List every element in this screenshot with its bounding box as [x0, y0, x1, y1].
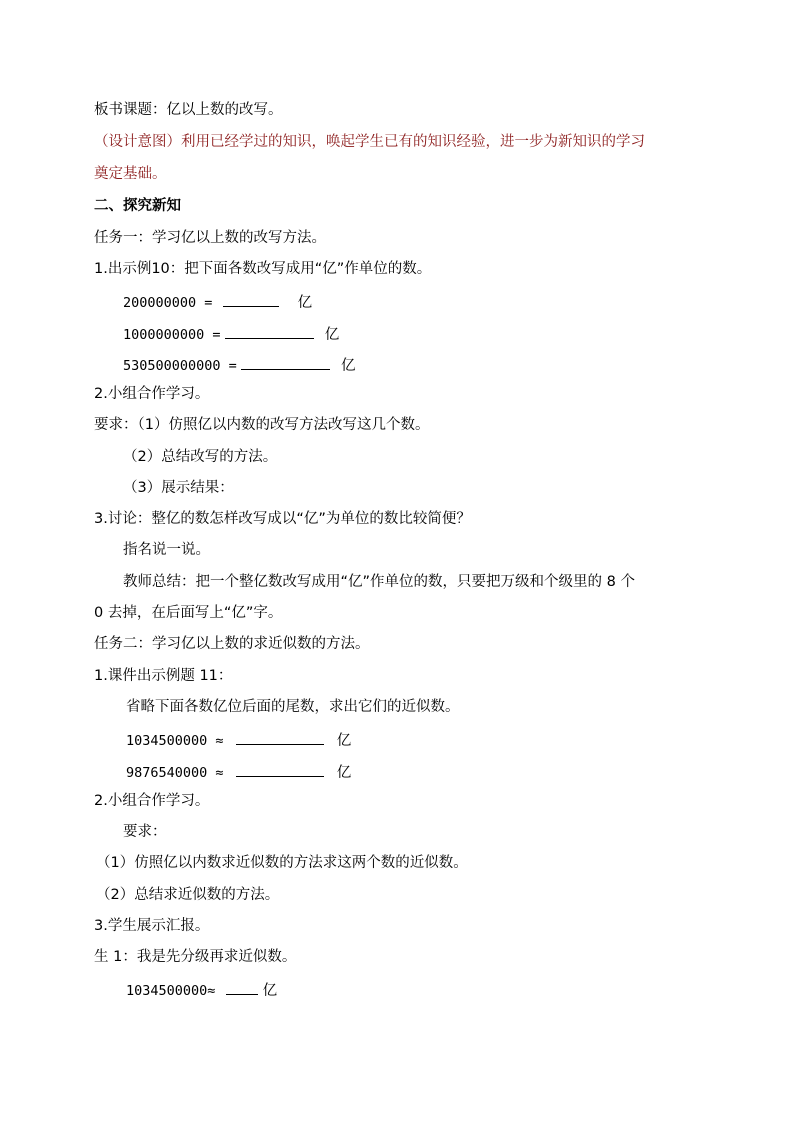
teacher-summary-line-2: 0 去掉，在后面写上“亿”字。 — [94, 605, 283, 621]
approx-row — [126, 728, 351, 751]
unit-label: 亿 — [324, 327, 340, 343]
group-study-2: 2.小组合作学习。 — [94, 793, 210, 809]
answer-blank[interactable] — [223, 290, 279, 307]
exercise-number: 1000000000 = — [123, 327, 221, 343]
exercise-row — [123, 290, 312, 313]
design-intent-line-2: 奠定基础。 — [94, 166, 167, 182]
student-report: 3.学生展示汇报。 — [94, 918, 210, 934]
example-11-title: 1.课件出示例题 11： — [94, 668, 233, 684]
exercise-number: 200000000 = — [123, 295, 213, 311]
requirement-1: 要求：（1）仿照亿以内数的改写方法改写这几个数。 — [94, 417, 430, 433]
unit-label: 亿 — [262, 983, 278, 999]
student-1-row — [126, 978, 277, 1001]
unit-label: 亿 — [336, 765, 352, 781]
answer-blank[interactable] — [236, 728, 324, 745]
answer-blank[interactable] — [225, 322, 314, 339]
requirement-2: （2）总结改写的方法。 — [123, 449, 278, 465]
exercise-row — [123, 353, 356, 376]
exercise-number: 530500000000 = — [123, 358, 237, 374]
teacher-summary-line-1: 教师总结：把一个整亿数改写成用“亿”作单位的数，只要把万级和个级里的 8 个 — [123, 574, 635, 590]
unit-label: 亿 — [341, 358, 356, 374]
requirement-label: 要求： — [123, 824, 167, 840]
unit-label: 亿 — [336, 733, 352, 749]
answer-blank[interactable] — [241, 353, 330, 370]
requirement-3: （3）展示结果： — [123, 480, 234, 496]
call-on-student: 指名说一说。 — [123, 542, 210, 558]
student-1-answer: 生 1：我是先分级再求近似数。 — [94, 949, 297, 965]
requirement-b2: （2）总结求近似数的方法。 — [96, 887, 280, 903]
answer-blank[interactable] — [226, 978, 258, 995]
group-study-1: 2.小组合作学习。 — [94, 386, 210, 402]
section-heading: 二、探究新知 — [94, 198, 181, 214]
answer-blank[interactable] — [236, 760, 324, 777]
exercise-row — [123, 322, 339, 345]
discussion: 3.讨论：整亿的数怎样改写成以“亿”为单位的数比较简便？ — [94, 511, 471, 527]
exercise-number: 9876540000 ≈ — [126, 765, 224, 781]
approx-row — [126, 760, 351, 783]
task-one-title: 任务一：学习亿以上数的改写方法。 — [94, 230, 326, 246]
board-title: 板书课题：亿以上数的改写。 — [94, 102, 283, 118]
design-intent-line-1: （设计意图）利用已经学过的知识，唤起学生已有的知识经验，进一步为新知识的学习 — [94, 134, 645, 150]
task-two-title: 任务二：学习亿以上数的求近似数的方法。 — [94, 636, 370, 652]
exercise-number: 1034500000 ≈ — [126, 733, 224, 749]
requirement-b1: （1）仿照亿以内数求近似数的方法求这两个数的近似数。 — [96, 855, 468, 871]
example-11-description: 省略下面各数亿位后面的尾数，求出它们的近似数。 — [126, 699, 460, 715]
example-10-instruction: 1.出示例10：把下面各数改写成用“亿”作单位的数。 — [94, 261, 432, 277]
unit-label: 亿 — [297, 295, 313, 311]
exercise-number: 1034500000≈ — [126, 983, 216, 999]
